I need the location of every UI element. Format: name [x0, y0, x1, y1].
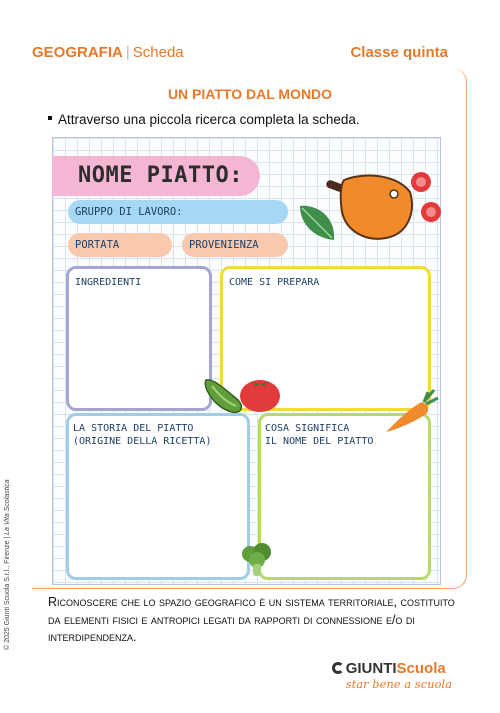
header-subject [32, 44, 184, 61]
tomato-slice-icon [409, 170, 443, 228]
instruction-text: Attraverso una piccola ricerca completa la scheda. [58, 112, 360, 127]
ingredients-label: INGREDIENTI [75, 277, 142, 288]
subject-label: GEOGRAFIA [32, 44, 123, 61]
publisher-logo [332, 660, 452, 691]
copyright-text: © 2025 Giunti Scuola S.r.l., Firenze | [4, 534, 11, 650]
header-separator: | [125, 44, 130, 61]
logo-brand-main: GIUNTI [345, 660, 397, 677]
tomato-icon [238, 374, 282, 414]
preparation-label: COME SI PREPARA [229, 277, 320, 288]
copyright-credit [4, 479, 11, 650]
broccoli-icon [240, 542, 274, 578]
cutting-board-icon [324, 172, 416, 242]
logo-brand [332, 660, 452, 677]
name-meaning-label: COSA SIGNIFICA IL NOME DEL PIATTO [265, 423, 374, 447]
logo-g-icon [332, 662, 344, 674]
dish-history-box[interactable] [66, 413, 250, 580]
dish-history-label: LA STORIA DEL PIATTO (ORIGINE DELLA RICETTA) [73, 423, 212, 447]
sheet-type: Scheda [132, 44, 184, 61]
origin-field[interactable]: PROVENIENZA [182, 233, 288, 257]
magazine-title: La Vita Scolastica [4, 479, 11, 535]
work-group-field[interactable]: GRUPPO DI LAVORO: [68, 200, 288, 224]
learning-objective: Riconoscere che lo spazio geografico è un sistema territoriale, costituito da elementi fisici e antropici legati da rapporti di connessione e/o di interdipendenza. [48, 595, 455, 644]
logo-brand-accent: Scuola [396, 660, 446, 677]
ingredients-box[interactable] [66, 266, 212, 411]
class-label: Classe quinta [350, 44, 448, 61]
dish-name-field[interactable]: NOME PIATTO: [52, 156, 260, 196]
page-title: UN PIATTO DAL MONDO [167, 86, 333, 102]
name-meaning-box[interactable] [258, 413, 431, 580]
instruction [48, 112, 360, 127]
bullet-icon [48, 116, 52, 120]
logo-tagline: star bene a scuola [345, 677, 452, 691]
carrot-icon [384, 388, 440, 436]
course-field[interactable]: PORTATA [68, 233, 172, 257]
